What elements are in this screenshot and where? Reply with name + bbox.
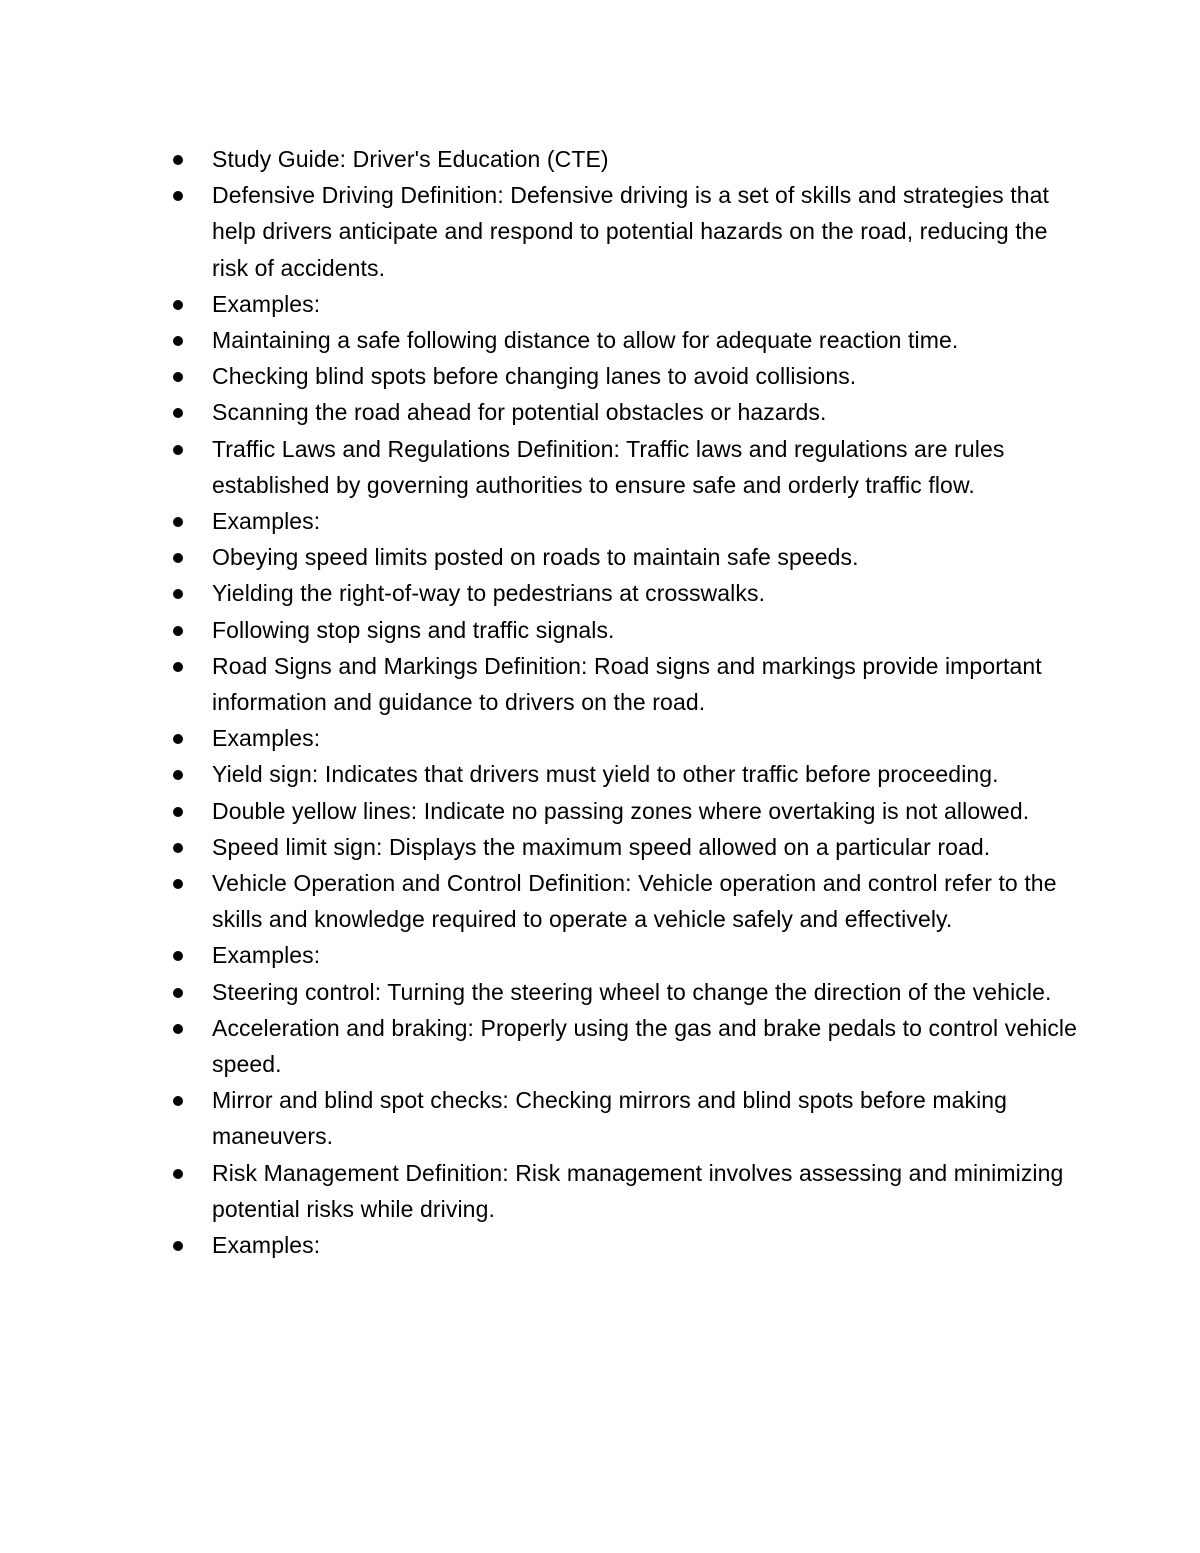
bullet-list — [212, 141, 1082, 1263]
bullet-icon — [173, 1241, 183, 1251]
bullet-icon — [173, 662, 183, 672]
list-item-text: Speed limit sign: Displays the maximum speed allowed on a particular road. — [212, 833, 991, 860]
list-item — [212, 358, 1082, 394]
list-item — [212, 793, 1082, 829]
list-item-text: Study Guide: Driver's Education (CTE) — [212, 146, 609, 172]
bullet-icon — [173, 1169, 183, 1179]
bullet-icon — [173, 589, 183, 599]
bullet-icon — [173, 951, 183, 961]
list-item-text: Examples: — [212, 508, 321, 535]
list-item-text: Maintaining a safe following distance to allow for adequate reaction time. — [212, 327, 959, 354]
list-item-text: Examples: — [212, 1232, 321, 1259]
list-item-text: Following stop signs and traffic signals. — [212, 616, 615, 643]
list-item — [212, 1082, 1082, 1154]
list-item — [212, 865, 1082, 937]
bullet-icon — [173, 626, 183, 636]
list-item — [212, 1227, 1082, 1263]
bullet-icon — [173, 734, 183, 744]
list-item-text: Examples: — [212, 290, 321, 317]
list-item — [212, 720, 1082, 756]
bullet-icon — [173, 155, 183, 165]
bullet-icon — [173, 843, 183, 853]
list-item-text: Checking blind spots before changing lanes to avoid collisions. — [212, 363, 857, 390]
list-item-text: Yield sign: Indicates that drivers must yield to other traffic before proceeding. — [212, 761, 999, 788]
list-item-text: Yielding the right-of-way to pedestrians at crosswalks. — [212, 580, 766, 607]
list-item-text: Defensive Driving Definition: Defensive driving is a set of skills and strategies that help drivers anticipate and respond to potential hazards on the road, reducing the risk of accidents. — [212, 182, 1049, 281]
bullet-icon — [173, 408, 183, 418]
list-item — [212, 322, 1082, 358]
list-item-text: Examples: — [212, 725, 321, 752]
list-item — [212, 974, 1082, 1010]
list-item — [212, 394, 1082, 430]
list-item — [212, 177, 1082, 286]
bullet-icon — [173, 300, 183, 310]
list-item — [212, 1010, 1082, 1082]
list-item — [212, 756, 1082, 792]
list-item-text: Obeying speed limits posted on roads to maintain safe speeds. — [212, 544, 859, 571]
list-item-text: Risk Management Definition: Risk management involves assessing and minimizing potential risks while driving. — [212, 1159, 1064, 1222]
bullet-icon — [173, 553, 183, 563]
list-item — [212, 539, 1082, 575]
list-item — [212, 648, 1082, 720]
list-item-text: Scanning the road ahead for potential obstacles or hazards. — [212, 399, 827, 426]
list-item — [212, 829, 1082, 865]
list-item — [212, 431, 1082, 503]
list-item-text: Examples: — [212, 942, 321, 969]
bullet-icon — [173, 807, 183, 817]
bullet-icon — [173, 1024, 183, 1034]
list-item — [212, 141, 1082, 177]
list-item — [212, 575, 1082, 611]
bullet-icon — [173, 445, 183, 455]
bullet-icon — [173, 770, 183, 780]
list-item — [212, 1155, 1082, 1227]
list-item — [212, 937, 1082, 973]
list-item-text: Road Signs and Markings Definition: Road signs and markings provide important information and guidance to drivers on the road. — [212, 652, 1042, 716]
list-item-text: Traffic Laws and Regulations Definition: Traffic laws and regulations are rules established by governing authorities to ensure safe and orderly traffic flow. — [212, 435, 1005, 498]
bullet-icon — [173, 517, 183, 527]
bullet-icon — [173, 988, 183, 998]
list-item — [212, 503, 1082, 539]
list-item-text: Double yellow lines: Indicate no passing zones where overtaking is not allowed. — [212, 797, 1030, 824]
bullet-icon — [173, 1096, 183, 1106]
list-item-text: Acceleration and braking: Properly using the gas and brake pedals to control vehicle speed. — [212, 1014, 1078, 1078]
list-item-text: Mirror and blind spot checks: Checking mirrors and blind spots before making maneuvers. — [212, 1087, 1008, 1150]
bullet-icon — [173, 336, 183, 346]
bullet-icon — [173, 191, 183, 201]
bullet-icon — [173, 372, 183, 382]
list-item-text: Vehicle Operation and Control Definition: Vehicle operation and control refer to the skills and knowledge required to operate a vehicle safely and effectively. — [212, 870, 1057, 933]
list-item — [212, 286, 1082, 322]
bullet-icon — [173, 879, 183, 889]
list-item — [212, 612, 1082, 648]
list-item-text: Steering control: Turning the steering wheel to change the direction of the vehicle. — [212, 978, 1052, 1005]
